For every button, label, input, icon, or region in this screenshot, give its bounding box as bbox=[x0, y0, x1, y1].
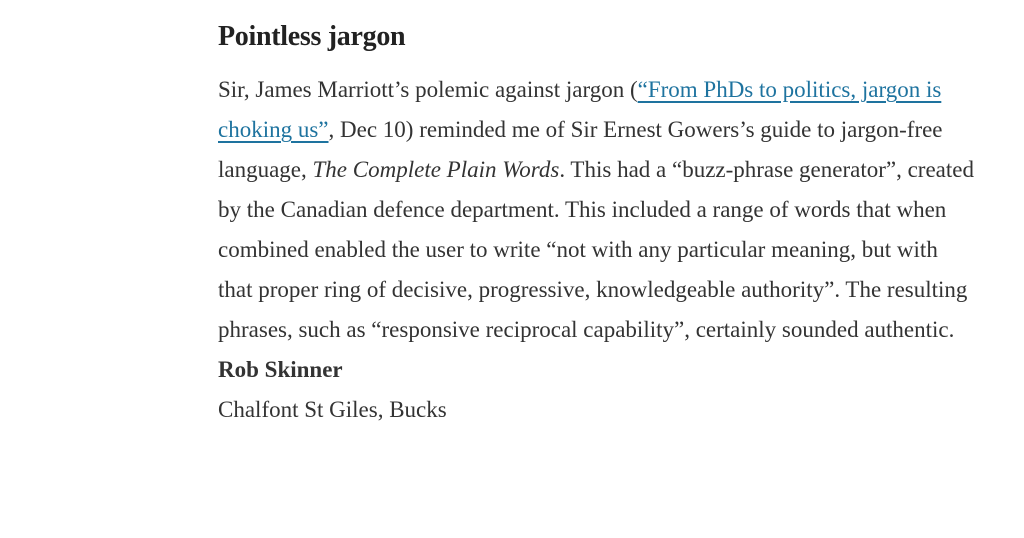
book-title-italic: The Complete Plain Words bbox=[312, 157, 560, 182]
signature-name: Rob Skinner bbox=[218, 357, 343, 382]
article-link[interactable]: “From PhDs to politics, jargon is choking us” bbox=[218, 77, 942, 142]
letter-article bbox=[218, 20, 974, 430]
letter-paragraph bbox=[218, 70, 974, 350]
paragraph-text: , Dec 10) reminded me of Sir Ernest Gowers’s guide to jargon-free language, bbox=[218, 117, 943, 182]
paragraph-text: . This had a “buzz-phrase generator”, created by the Canadian defence department. This included a range of words that when combined enabled the user to write “not with any particular meaning, but with that proper ring of decisive, progressive, knowledgeable authority”. The resulting phrases, such as “responsive reciprocal capability”, certainly sounded authentic. bbox=[218, 157, 974, 342]
paragraph-text: Sir, James Marriott’s polemic against jargon ( bbox=[218, 77, 638, 102]
signature-location: Chalfont St Giles, Bucks bbox=[218, 397, 447, 422]
letter-heading: Pointless jargon bbox=[218, 21, 406, 52]
